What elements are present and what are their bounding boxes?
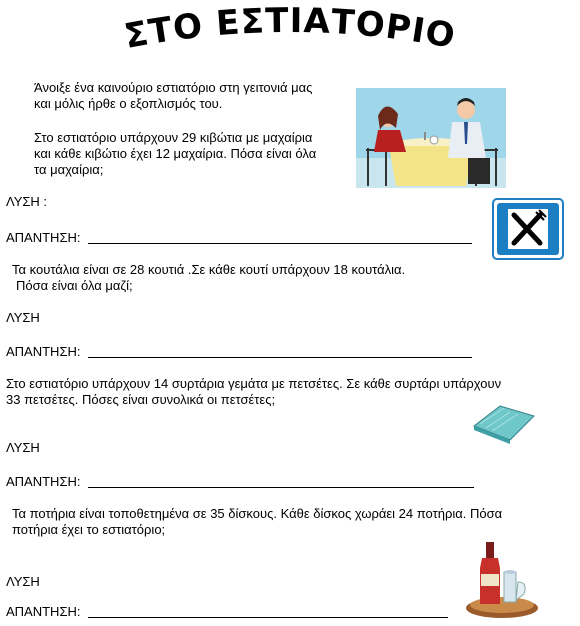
problem-line: ποτήρια έχει το εστιατόριο; — [12, 522, 166, 537]
solution-label: ΛΥΣΗ — [6, 310, 40, 325]
answer-line[interactable] — [88, 617, 448, 618]
answer-label: ΑΠΑΝΤΗΣΗ: — [6, 344, 81, 359]
answer-label: ΑΠΑΝΤΗΣΗ: — [6, 230, 81, 245]
answer-line[interactable] — [88, 357, 472, 358]
intro-line: και μόλις ήρθε ο εξοπλισμός του. — [34, 96, 223, 111]
problem-line: Στο εστιατόριο υπάρχουν 14 συρτάρια γεμάτα με πετσέτες. Σε κάθε συρτάρι υπάρχουν — [6, 376, 502, 391]
title-text: ΣΤΟ ΕΣΤΙΑΤΟΡΙΟ — [121, 4, 459, 57]
problem-3-text — [6, 376, 501, 408]
solution-label: ΛΥΣΗ — [6, 574, 40, 589]
problem-line: Στο εστιατόριο υπάρχουν 29 κιβώτια με μαχαίρια — [34, 130, 313, 145]
fork-knife-sign-icon — [492, 198, 564, 260]
title-arc — [80, 4, 500, 60]
page-title — [0, 4, 580, 57]
problem-line: Πόσα είναι όλα μαζί; — [16, 278, 133, 293]
problem-line: τα μαχαίρια; — [34, 162, 104, 177]
problem-2-text — [12, 262, 405, 294]
problem-4-text — [12, 506, 502, 538]
intro-line: Άνοιξε ένα καινούριο εστιατόριο στη γειτονιά μας — [34, 80, 313, 95]
problem-1-text — [34, 130, 316, 178]
svg-text:ΣΤΟ ΕΣΤΙΑΤΟΡΙΟ — [121, 4, 458, 57]
answer-line[interactable] — [88, 487, 474, 488]
answer-label: ΑΠΑΝΤΗΣΗ: — [6, 604, 81, 619]
problem-line: Τα ποτήρια είναι τοποθετημένα σε 35 δίσκους. Κάθε δίσκος χωράει 24 ποτήρια. Πόσα — [12, 506, 503, 521]
problem-line: Τα κουτάλια είναι σε 28 κουτιά .Σε κάθε κουτί υπάρχουν 18 κουτάλια. — [12, 262, 406, 277]
bottle-tray-image — [464, 538, 540, 620]
intro-text — [34, 80, 312, 112]
dining-couple-image — [356, 88, 506, 188]
solution-label: ΛΥΣΗ : — [6, 194, 48, 209]
answer-label: ΑΠΑΝΤΗΣΗ: — [6, 474, 81, 489]
problem-line: 33 πετσέτες. Πόσες είναι συνολικά οι πετσέτες; — [6, 392, 276, 407]
problem-line: και κάθε κιβώτιο έχει 12 μαχαίρια. Πόσα είναι όλα — [34, 146, 317, 161]
solution-label: ΛΥΣΗ — [6, 440, 40, 455]
napkins-image — [470, 400, 538, 444]
answer-line[interactable] — [88, 243, 472, 244]
